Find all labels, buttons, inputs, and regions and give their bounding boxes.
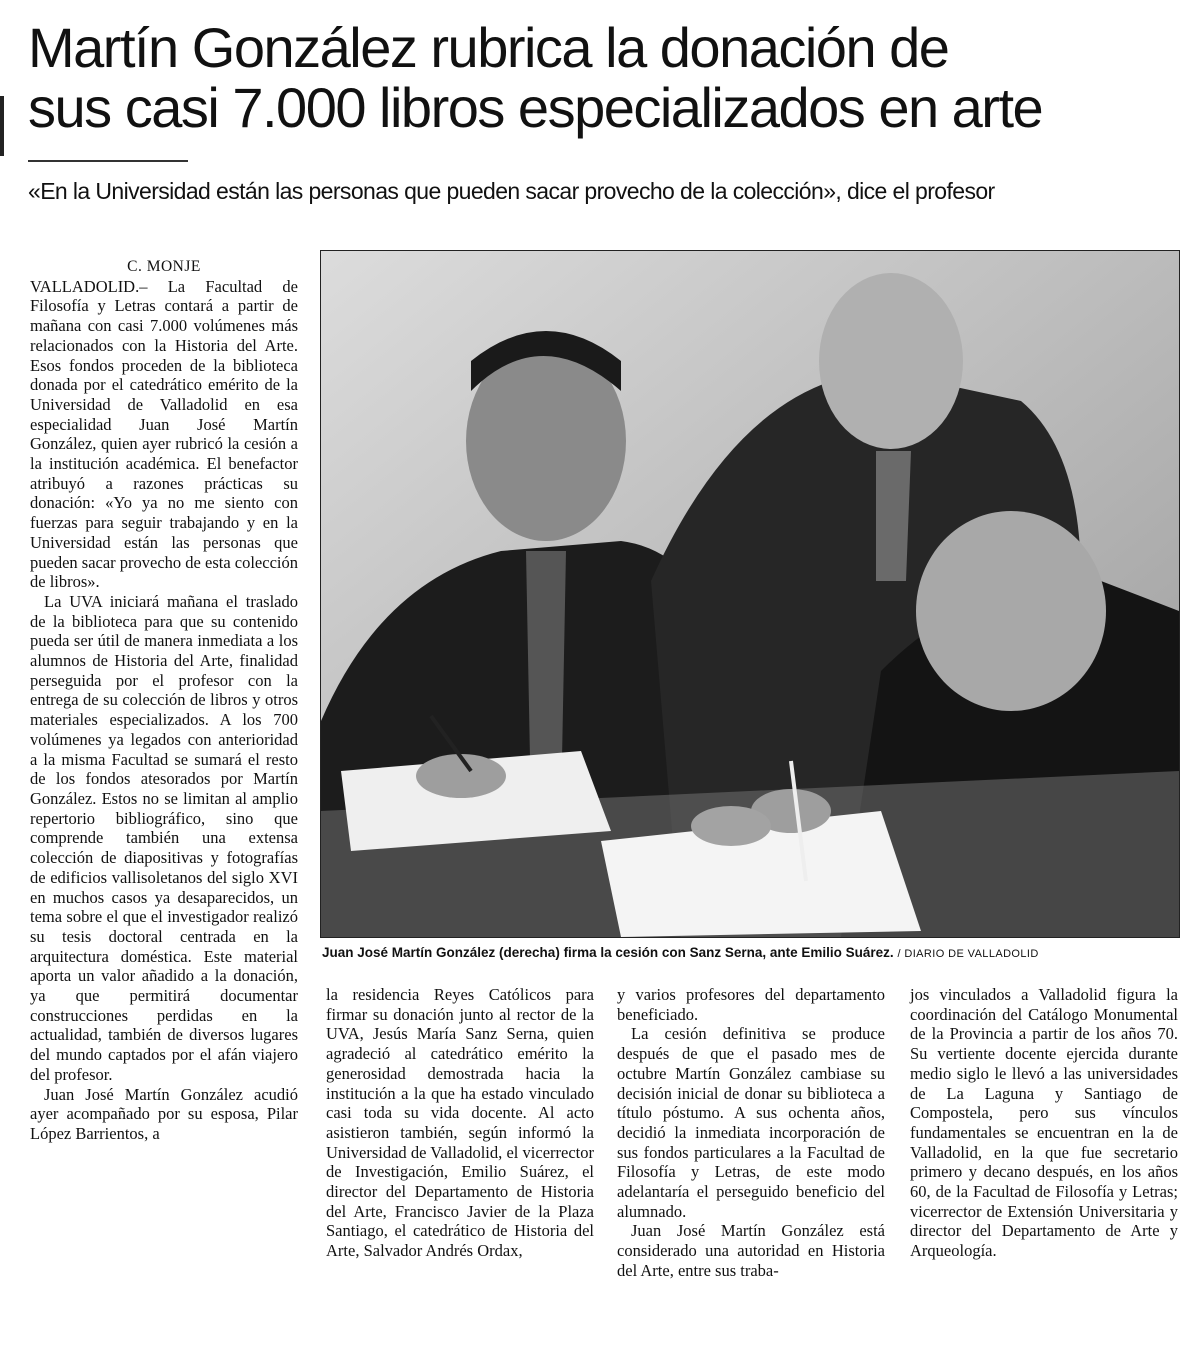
paragraph: VALLADOLID.– La Facultad de Filosofía y Letras contará a partir de mañana con casi 7.000 volúmenes más relacionados con la Historia del Arte. Esos fondos proceden de la biblioteca donada por el catedrático emérito de la Universidad de Valladolid en esa especialidad Juan José Martín González, quien ayer rubricó la cesión a la institución académica. El benefactor atribuyó a razones prácticas su donación: «Yo ya no me siento con fuerzas para seguir trabajando y en la Universidad están las personas que pueden sacar provecho de esta colección de libros». — [30, 276, 298, 592]
caption-text: Juan José Martín González (derecha) firma la cesión con Sanz Serna, ante Emilio Suárez. — [322, 945, 894, 960]
page-edge-mark — [0, 96, 4, 156]
headline — [28, 18, 1178, 138]
paragraph: La cesión definitiva se produce después de que el pasado mes de octubre Martín González cambiase su decisión inicial de donar su biblioteca a título póstumo. A sus ochenta años, decidió la inmediata incorporación de sus fondos particulares a la Facultad de Filosofía y Letras, de este modo adelantaría el perseguido beneficio del alumnado. — [617, 1024, 885, 1221]
column-1 — [30, 257, 298, 1144]
paragraph: jos vinculados a Valladolid figura la coordinación del Catálogo Monumental de la Provincia a partir de los años 70. Su vertiente docente ejercida durante medio siglo le llevó a las universidades de La Laguna y Santiago de Compostela, pero sus vínculos fundamentales se encuentran en la de Valladolid, en la que fue secretario primero y decano después, en los años 60, de la Facultad de Filosofía y Letras; vicerrector de Extensión Universitaria y director del Departamento de Arte y Arqueología. — [910, 985, 1178, 1261]
section-rule — [28, 160, 188, 162]
paragraph: Juan José Martín González acudió ayer acompañado por su esposa, Pilar López Barrientos, a — [30, 1084, 298, 1143]
paragraph: la residencia Reyes Católicos para firmar su donación junto al rector de la UVA, Jesús María Sanz Serna, quien agradeció al catedrático emérito la generosidad demostrada hacia la institución a la que ha estado vinculado casi toda su vida docente. Al acto asistieron también, según informó la Universidad de Valladolid, el vicerrector de Investigación, Emilio Suárez, el director del Departamento de Historia del Arte, Francisco Javier de la Plaza Santiago, el catedrático de Historia del Arte, Salvador Andrés Ordax, — [326, 985, 594, 1261]
byline: C. MONJE — [127, 258, 201, 275]
column-4 — [910, 985, 1178, 1261]
paragraph: y varios profesores del departamento beneficiado. — [617, 985, 885, 1024]
subtitle: «En la Universidad están las personas que pueden sacar provecho de la colección», dice el profesor — [28, 178, 995, 204]
paragraph: La UVA iniciará mañana el traslado de la biblioteca para que su contenido pueda ser útil de manera inmediata a los alumnos de Historia del Arte, finalidad perseguida por el profesor con la entrega de su colección de libros y otros materiales especializados. A los 700 volúmenes ya legados con anterioridad a la misma Facultad se sumará el resto de los fondos atesorados por Martín González. Estos no se limitan al amplio repertorio bibliográfico, sino que comprende también una extensa colección de diapositivas y fotografías de edificios vallisoletanos del siglo XVI en muchos casos ya desaparecidos, un tema sobre el que el investigador realizó su tesis doctoral centrada en la arquitectura doméstica. Este material aporta un valor añadido a la donación, ya que permitirá documentar construcciones perdidas en la actualidad, también de diversos lugares del mundo captados por el afán viajero del profesor. — [30, 591, 298, 1084]
photo-caption — [322, 945, 1182, 960]
photo-credit: / DIARIO DE VALLADOLID — [897, 948, 1039, 960]
article-photo — [320, 250, 1180, 938]
column-3 — [617, 985, 885, 1281]
headline-line-1: Martín González rubrica la donación de — [28, 16, 949, 79]
column-2 — [326, 985, 594, 1261]
photo-illustration — [321, 251, 1179, 937]
headline-line-2: sus casi 7.000 libros especializados en arte — [28, 76, 1043, 139]
paragraph: Juan José Martín González está considerado una autoridad en Historia del Arte, entre sus traba- — [617, 1221, 885, 1280]
